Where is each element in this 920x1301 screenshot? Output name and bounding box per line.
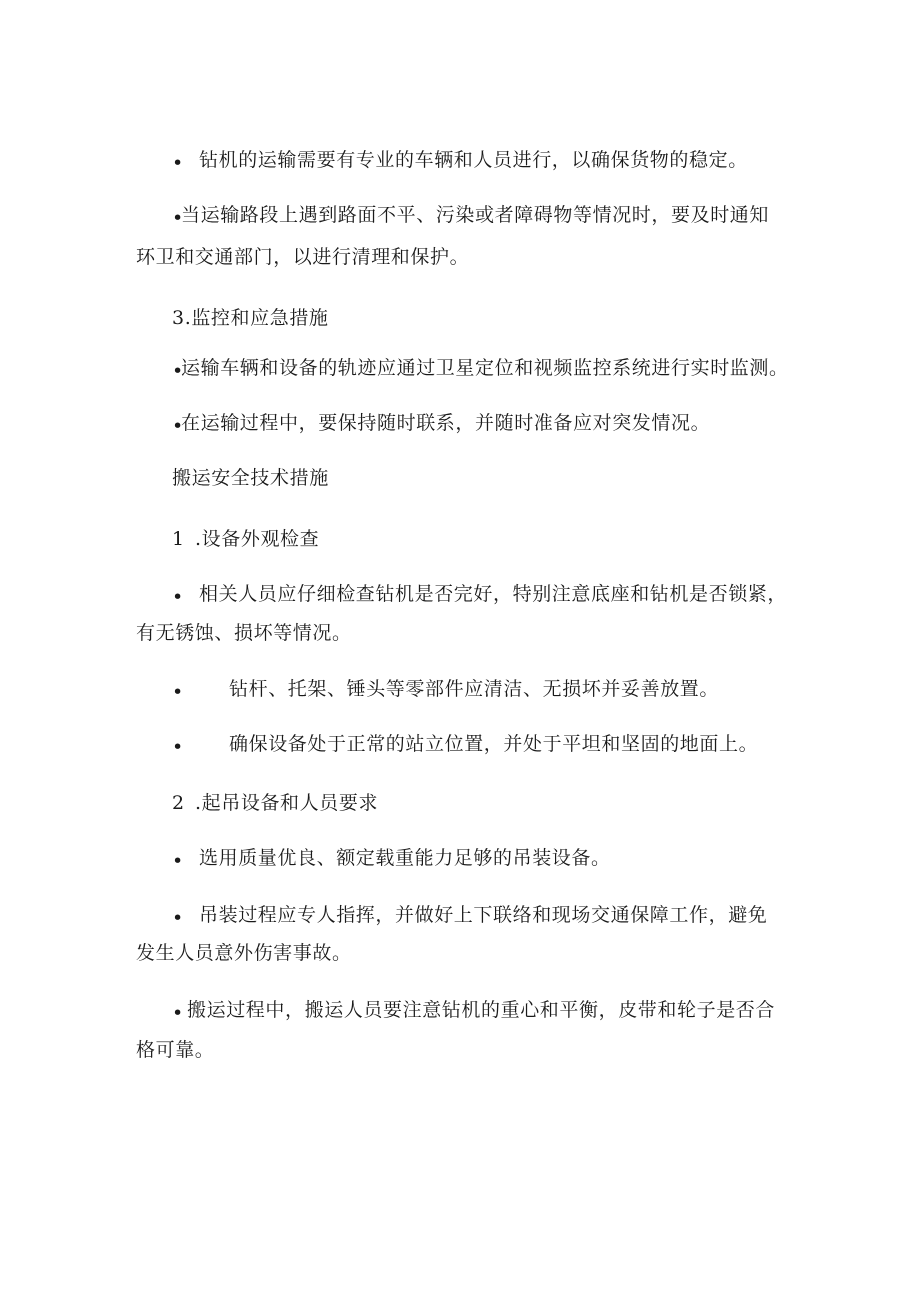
paragraph-center-gravity-line1: 搬运过程中，搬运人员要注意钻机的重心和平衡，皮带和轮子是否合 — [187, 999, 776, 1021]
paragraph-road-obstacles-line1: 当运输路段上遇到路面不平、污染或者障碍物等情况时，要及时通知 — [181, 204, 770, 226]
bullet: • — [172, 736, 184, 758]
paragraph-lifting-command-line1: 吊装过程应专人指挥，并做好上下联络和现场交通保障工作，避免 — [199, 904, 768, 926]
paragraph-transport-vehicles: 钻机的运输需要有专业的车辆和人员进行，以确保货物的稳定。 — [199, 149, 748, 171]
heading-inspection: .设备外观检查 — [195, 528, 320, 550]
paragraph-lifting-command-line2: 发生人员意外伤害事故。 — [136, 942, 352, 964]
paragraph-check-drill-line2: 有无锈蚀、损坏等情况。 — [136, 622, 352, 644]
bullet: • — [172, 586, 184, 608]
paragraph-keep-contact: 在运输过程中，要保持随时联系，并随时准备应对突发情况。 — [181, 412, 711, 434]
paragraph-stand-position: 确保设备处于正常的站立位置，并处于平坦和坚固的地面上。 — [229, 733, 759, 755]
paragraph-lifting-equipment: 选用质量优良、额定载重能力足够的吊装设备。 — [199, 847, 611, 869]
heading-lifting-number: 2 — [172, 792, 185, 814]
bullet: • — [172, 681, 184, 703]
bullet: • — [172, 907, 184, 929]
paragraph-center-gravity-line2: 格可靠。 — [136, 1039, 215, 1061]
paragraph-road-obstacles-line2: 环卫和交通部门，以进行清理和保护。 — [136, 246, 470, 268]
bullet: • — [172, 415, 184, 437]
paragraph-parts-clean: 钻杆、托架、锤头等零部件应清洁、无损坏并妥善放置。 — [229, 678, 720, 700]
paragraph-check-drill-line1: 相关人员应仔细检查钻机是否完好，特别注意底座和钻机是否锁紧， — [199, 583, 788, 605]
heading-monitoring: 3.监控和应急措施 — [172, 307, 329, 329]
bullet: • — [172, 152, 184, 174]
bullet: • — [172, 207, 184, 229]
paragraph-gps-monitoring: 运输车辆和设备的轨迹应通过卫星定位和视频监控系统进行实时监测。 — [181, 357, 789, 379]
bullet: • — [172, 850, 184, 872]
heading-inspection-number: 1 — [172, 528, 185, 550]
heading-lifting: .起吊设备和人员要求 — [195, 792, 379, 814]
heading-section: 搬运安全技术措施 — [172, 467, 329, 489]
bullet: • — [172, 1002, 184, 1024]
bullet: • — [172, 360, 184, 382]
